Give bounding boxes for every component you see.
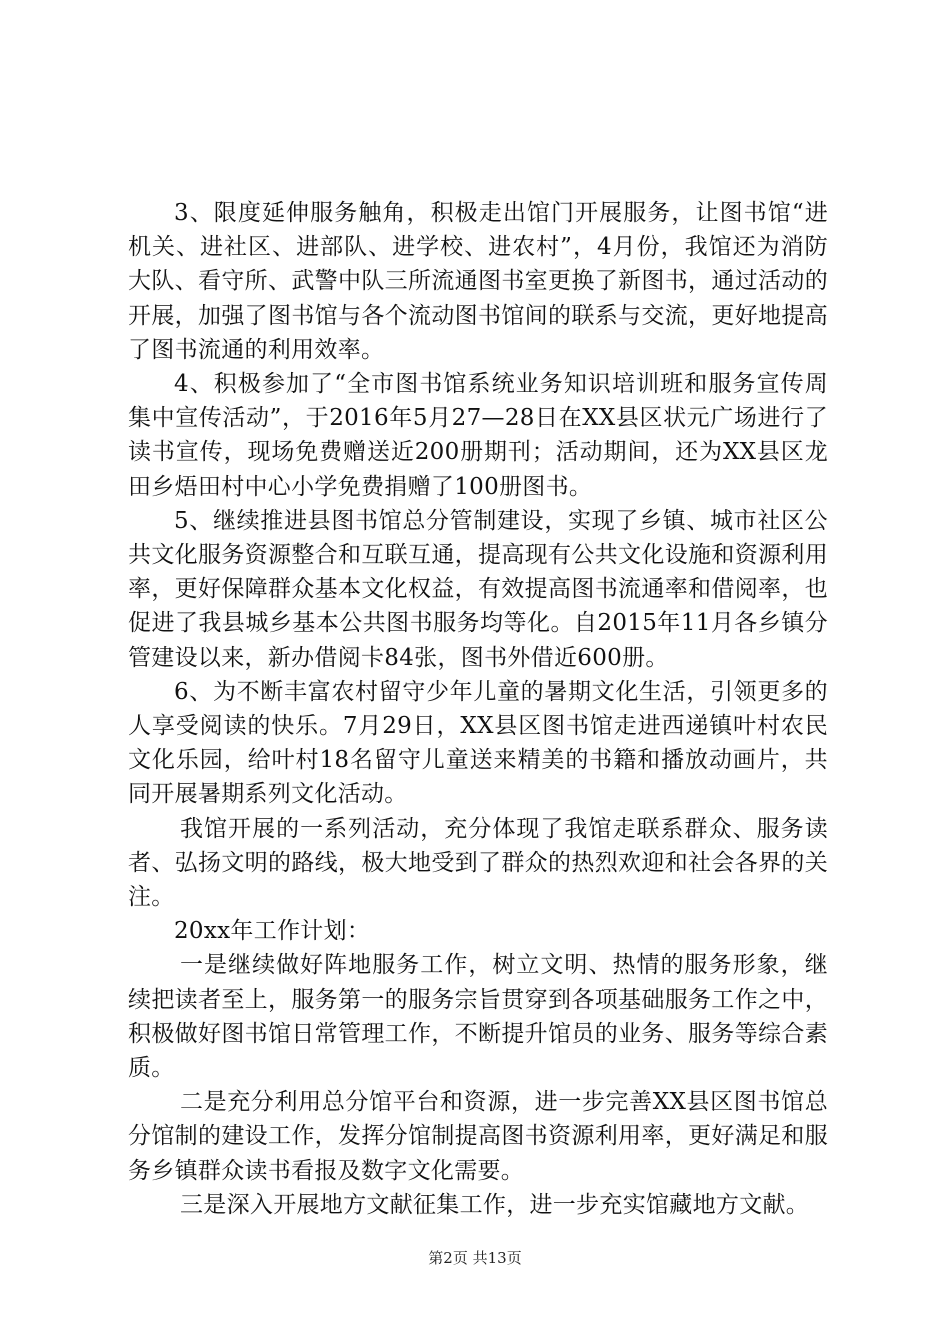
paragraph-item-6: 6、为不断丰富农村留守少年儿童的暑期文化生活，引领更多的人享受阅读的快乐。7月29日，XX县区图书馆走进西递镇叶村农民文化乐园，给叶村18名留守儿童送来精美的书籍和播放动画片，共同开展暑期系列文化活动。 — [128, 678, 828, 808]
plan-item-2: 二是充分利用总分馆平台和资源，进一步完善XX县区图书馆总分馆制的建设工作，发挥分馆制提高图书资源利用率，更好满足和服务乡镇群众读书看报及数字文化需要。 — [128, 1089, 828, 1184]
paragraph-item-5: 5、继续推进县图书馆总分管制建设，实现了乡镇、城市社区公共文化服务资源整合和互联互通，提高现有公共文化设施和资源利用率，更好保障群众基本文化权益，有效提高图书流通率和借阅率，也促进了我县城乡基本公共图书服务均等化。自2015年11月各乡镇分管建设以来，新办借阅卡84张，图书外借近600册。 — [128, 507, 828, 671]
plan-item-3: 三是深入开展地方文献征集工作，进一步充实馆藏地方文献。 — [180, 1191, 810, 1218]
summary-paragraph: 我馆开展的一系列活动，充分体现了我馆走联系群众、服务读者、弘扬文明的路线，极大地受到了群众的热烈欢迎和社会各界的关注。 — [128, 815, 828, 911]
work-plan-heading: 20xx年工作计划： — [174, 918, 371, 945]
paragraph-item-4: 4、积极参加了“全市图书馆系统业务知识培训班和服务宣传周集中宣传活动”，于2016年5月27—28日在XX县区状元广场进行了读书宣传，现场免费赠送近200册期刊；活动期间，还为XX县区龙田乡焐田村中心小学免费捐赠了100册图书。 — [128, 371, 828, 500]
plan-item-1: 一是继续做好阵地服务工作，树立文明、热情的服务形象，继续把读者至上，服务第一的服务宗旨贯穿到各项基础服务工作之中，积极做好图书馆日常管理工作，不断提升馆员的业务、服务等综合素质。 — [128, 952, 828, 1082]
page-number-footer: 第2页 共13页 — [428, 1249, 522, 1267]
document-body — [128, 196, 828, 1222]
paragraph-item-3: 3、限度延伸服务触角，积极走出馆门开展服务，让图书馆“进机关、进社区、进部队、进学校、进农村”，4月份，我馆还为消防大队、看守所、武警中队三所流通图书室更换了新图书，通过活动的开展，加强了图书馆与各个流动图书馆间的联系与交流，更好地提高了图书流通的利用效率。 — [128, 200, 828, 363]
